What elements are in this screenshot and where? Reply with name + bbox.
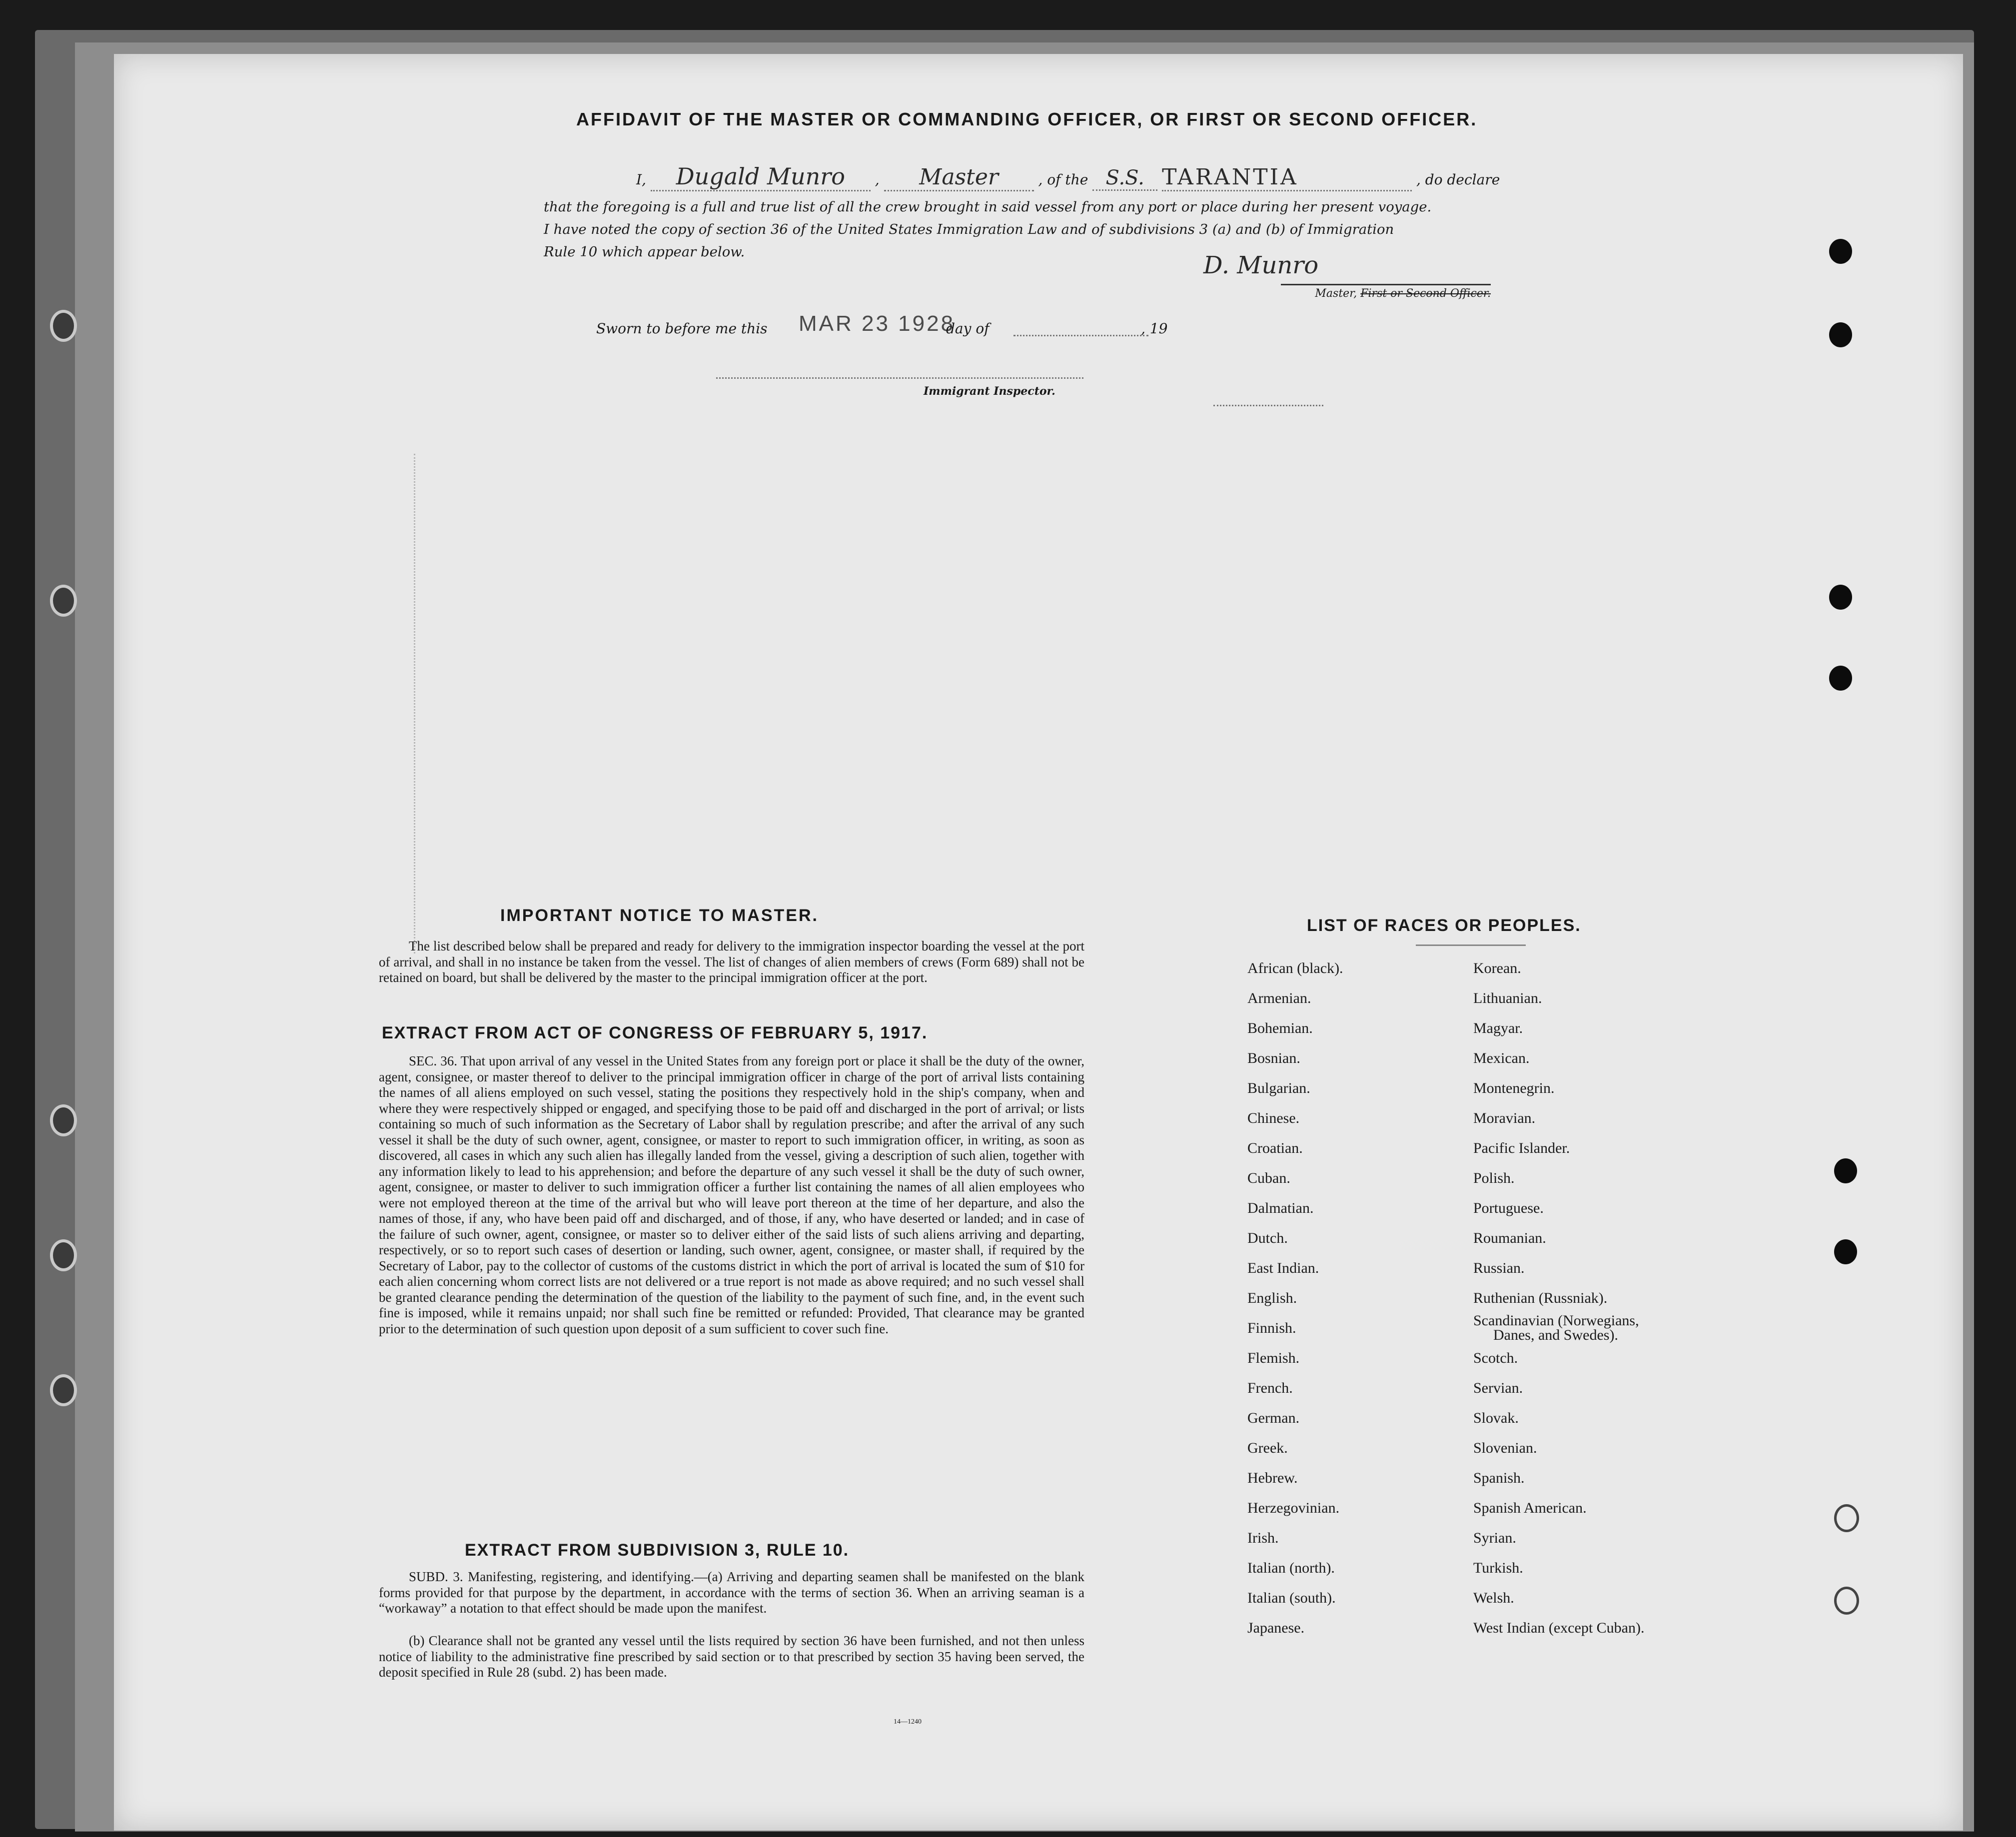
race-item: Russian. <box>1473 1260 1525 1276</box>
master-signature: D. Munro <box>1203 251 1319 279</box>
race-item: German. <box>1247 1410 1300 1426</box>
inspector-signature-line <box>716 376 1083 379</box>
caption-master: Master, <box>1315 287 1357 300</box>
race-item: Lithuanian. <box>1473 990 1542 1006</box>
short-dotted-line <box>1213 404 1323 406</box>
race-item: Portuguese. <box>1473 1200 1544 1216</box>
race-item: Japanese. <box>1247 1620 1305 1636</box>
race-item: West Indian (except Cuban). <box>1473 1620 1645 1636</box>
race-item: Spanish American. <box>1473 1500 1587 1516</box>
race-item: Mexican. <box>1473 1050 1530 1066</box>
sworn-year: , 19 <box>1141 320 1168 337</box>
sworn-day-of: day of <box>946 320 990 337</box>
race-item: Roumanian. <box>1473 1230 1546 1246</box>
faint-ruling <box>414 454 417 953</box>
race-item: Korean. <box>1473 960 1521 976</box>
extract-act-title: EXTRACT FROM ACT OF CONGRESS OF FEBRUARY 5, 1917. <box>382 1023 928 1042</box>
race-item: Chinese. <box>1247 1110 1300 1126</box>
race-item: Cuban. <box>1247 1170 1290 1186</box>
extract-rule-para-a: SUBD. 3. Manifesting, registering, and identifying.—(a) Arriving and departing seamen shall be manifested on the blank forms provided for that purpose by the department, in accordance with the terms of section 36. When an arriving seaman is a “workaway” a notation to that effect should be made upon the manifest. <box>379 1569 1084 1616</box>
race-item: Magyar. <box>1473 1020 1523 1036</box>
race-item: Greek. <box>1247 1440 1288 1456</box>
race-item: Turkish. <box>1473 1560 1523 1576</box>
races-title: LIST OF RACES OR PEOPLES. <box>1307 916 1581 935</box>
race-item: Herzegovinian. <box>1247 1500 1340 1516</box>
affidavit-line4: Rule 10 which appear below. <box>544 244 745 260</box>
date-stamp: MAR 23 1928 <box>799 311 956 336</box>
race-item: French. <box>1247 1380 1293 1396</box>
race-item-two-line <box>1473 1313 1644 1343</box>
of-the-text: , of the <box>1038 171 1088 188</box>
punch-hole-ring <box>1834 1587 1859 1615</box>
binder-hole <box>50 1104 77 1136</box>
sworn-prefix: Sworn to before me this <box>596 320 768 337</box>
race-item: Hebrew. <box>1247 1470 1298 1486</box>
race-item: Italian (north). <box>1247 1560 1335 1576</box>
punch-hole <box>1829 666 1852 691</box>
extract-act-body: SEC. 36. That upon arrival of any vessel in the United States from any foreign port or place it shall be the duty of the owner, agent, consignee, or master thereof to deliver to the principal immigration officer in charge of the port of arrival lists containing the names of all aliens employed on such vessel, stating the positions they respectively hold in the ship's company, when and where they were respectively shipped or engaged, and specifying those to be paid off and discharged in the port of arrival; or lists containing so much of such information as the Secretary of Labor shall by regulation prescribe; and after the arrival of any such vessel it shall be the duty of such owner, agent, consignee, or master to report to such immigration officer, in writing, as soon as discovered, all cases in which any such alien has illegally landed from the vessel, giving a description of such alien, together with any information likely to lead to his apprehension; and before the departure of any such vessel it shall be the duty of such owner, agent, consignee, or master to deliver to such immigration officer a further list containing the names of all alien employees who were not employed thereon at the time of the arrival but who will leave port thereon at the time of her departure, and also the names of those, if any, who have been paid off and discharged, and of those, if any, who have deserted or landed; and in case of the failure of such owner, agent, consignee, or master so to deliver either of the said lists of such aliens arriving and departing, respectively, or so to report such cases of desertion or landing, such owner, agent, consignee, or master shall, if required by the Secretary of Labor, pay to the collector of customs of the customs district in which the port of arrival is located the sum of $10 for each alien concerning whom correct lists are not delivered or a true report is not made as above required; and no such vessel shall be granted clearance pending the determination of the question of the liability to the payment of such fine, and, in the event such fine is imposed, while it remains unpaid; nor shall such fine be remitted or refunded: Provided, That clearance may be granted prior to the determination of such question upon deposit of a sum sufficient to cover such fine. <box>379 1053 1084 1336</box>
race-item: Italian (south). <box>1247 1590 1336 1606</box>
affidavit-line1 <box>636 163 1636 193</box>
race-item: Flemish. <box>1247 1350 1300 1366</box>
punch-hole-ring <box>1834 1504 1859 1532</box>
race-item: Spanish. <box>1473 1470 1525 1486</box>
race-item: Scandinavian (Norwegians, <box>1473 1312 1639 1329</box>
race-item: Servian. <box>1473 1380 1523 1396</box>
race-item: Scotch. <box>1473 1350 1518 1366</box>
race-item: East Indian. <box>1247 1260 1319 1276</box>
race-item: Danes, and Swedes). <box>1493 1327 1618 1343</box>
extract-rule-para-b: (b) Clearance shall not be granted any vessel until the lists required by section 36 have been furnished, and not then unless notice of liability to the administrative fine prescribed by said section or to that prescribed by section 35 having been served, the deposit specified in Rule 28 (subd. 2) has been made. <box>379 1633 1084 1680</box>
race-item: Welsh. <box>1473 1590 1514 1606</box>
race-item: Dalmatian. <box>1247 1200 1314 1216</box>
form-number: 14—1240 <box>894 1718 922 1726</box>
rank-handwritten: Master <box>884 164 1034 191</box>
race-item: Syrian. <box>1473 1530 1516 1546</box>
binder-hole <box>50 1239 77 1271</box>
race-item: Polish. <box>1473 1170 1515 1186</box>
binder-hole <box>50 585 77 617</box>
do-declare-text: , do declare <box>1416 171 1500 188</box>
notice-title: IMPORTANT NOTICE TO MASTER. <box>500 906 819 925</box>
race-item: Finnish. <box>1247 1320 1296 1336</box>
punch-hole <box>1834 1158 1857 1183</box>
race-item: Irish. <box>1247 1530 1279 1546</box>
race-item: Slovenian. <box>1473 1440 1537 1456</box>
races-left-column <box>1247 953 1343 1643</box>
punch-hole <box>1829 585 1852 610</box>
affidavit-line3: I have noted the copy of section 36 of the United States Immigration Law and of subdivisions 3 (a) and (b) of Immigration <box>544 221 1394 237</box>
master-name-handwritten: Dugald Munro <box>651 163 871 191</box>
race-item: Bohemian. <box>1247 1020 1313 1036</box>
punch-hole <box>1829 322 1852 347</box>
race-item: Bosnian. <box>1247 1050 1300 1066</box>
race-item: Croatian. <box>1247 1140 1303 1156</box>
affidavit-line2: that the foregoing is a full and true list of all the crew brought in said vessel from any port or place during her present voyage. <box>544 199 1432 215</box>
document-page <box>114 54 1963 1831</box>
races-right-column <box>1473 953 1644 1643</box>
race-item: Ruthenian (Russniak). <box>1473 1290 1608 1306</box>
binder-hole <box>50 1374 77 1406</box>
month-blank <box>1013 334 1148 336</box>
affidavit-title: AFFIDAVIT OF THE MASTER OR COMMANDING OFFICER, OR FIRST OR SECOND OFFICER. <box>576 109 1478 129</box>
comma: , <box>875 171 880 188</box>
race-item: Dutch. <box>1247 1230 1288 1246</box>
extract-rule-title: EXTRACT FROM SUBDIVISION 3, RULE 10. <box>465 1541 850 1560</box>
race-item: Moravian. <box>1473 1110 1536 1126</box>
binder-hole <box>50 310 77 342</box>
race-item: Armenian. <box>1247 990 1311 1006</box>
signature-caption <box>1281 284 1491 300</box>
vessel-prefix-handwritten: S.S. <box>1092 166 1157 191</box>
vessel-name-handwritten: TARANTIA <box>1162 164 1412 191</box>
race-item: Montenegrin. <box>1473 1080 1555 1096</box>
race-item: African (black). <box>1247 960 1343 976</box>
race-item: Bulgarian. <box>1247 1080 1310 1096</box>
punch-hole <box>1834 1239 1857 1264</box>
race-item: Pacific Islander. <box>1473 1140 1570 1156</box>
races-title-rule <box>1416 944 1526 946</box>
punch-hole <box>1829 239 1852 264</box>
affidavit-i: I, <box>636 171 646 188</box>
notice-body: The list described below shall be prepared and ready for delivery to the immigration inspector boarding the vessel at the port of arrival, and shall in no instance be taken from the vessel. The list of changes of alien members of crews (Form 689) shall not be retained on board, but shall be delivered by the master to the principal immigration officer at the port. <box>379 938 1084 985</box>
race-item: English. <box>1247 1290 1297 1306</box>
race-item: Slovak. <box>1473 1410 1519 1426</box>
inspector-caption: Immigrant Inspector. <box>924 385 1055 398</box>
caption-struck-officer: First or Second Officer. <box>1360 287 1491 300</box>
